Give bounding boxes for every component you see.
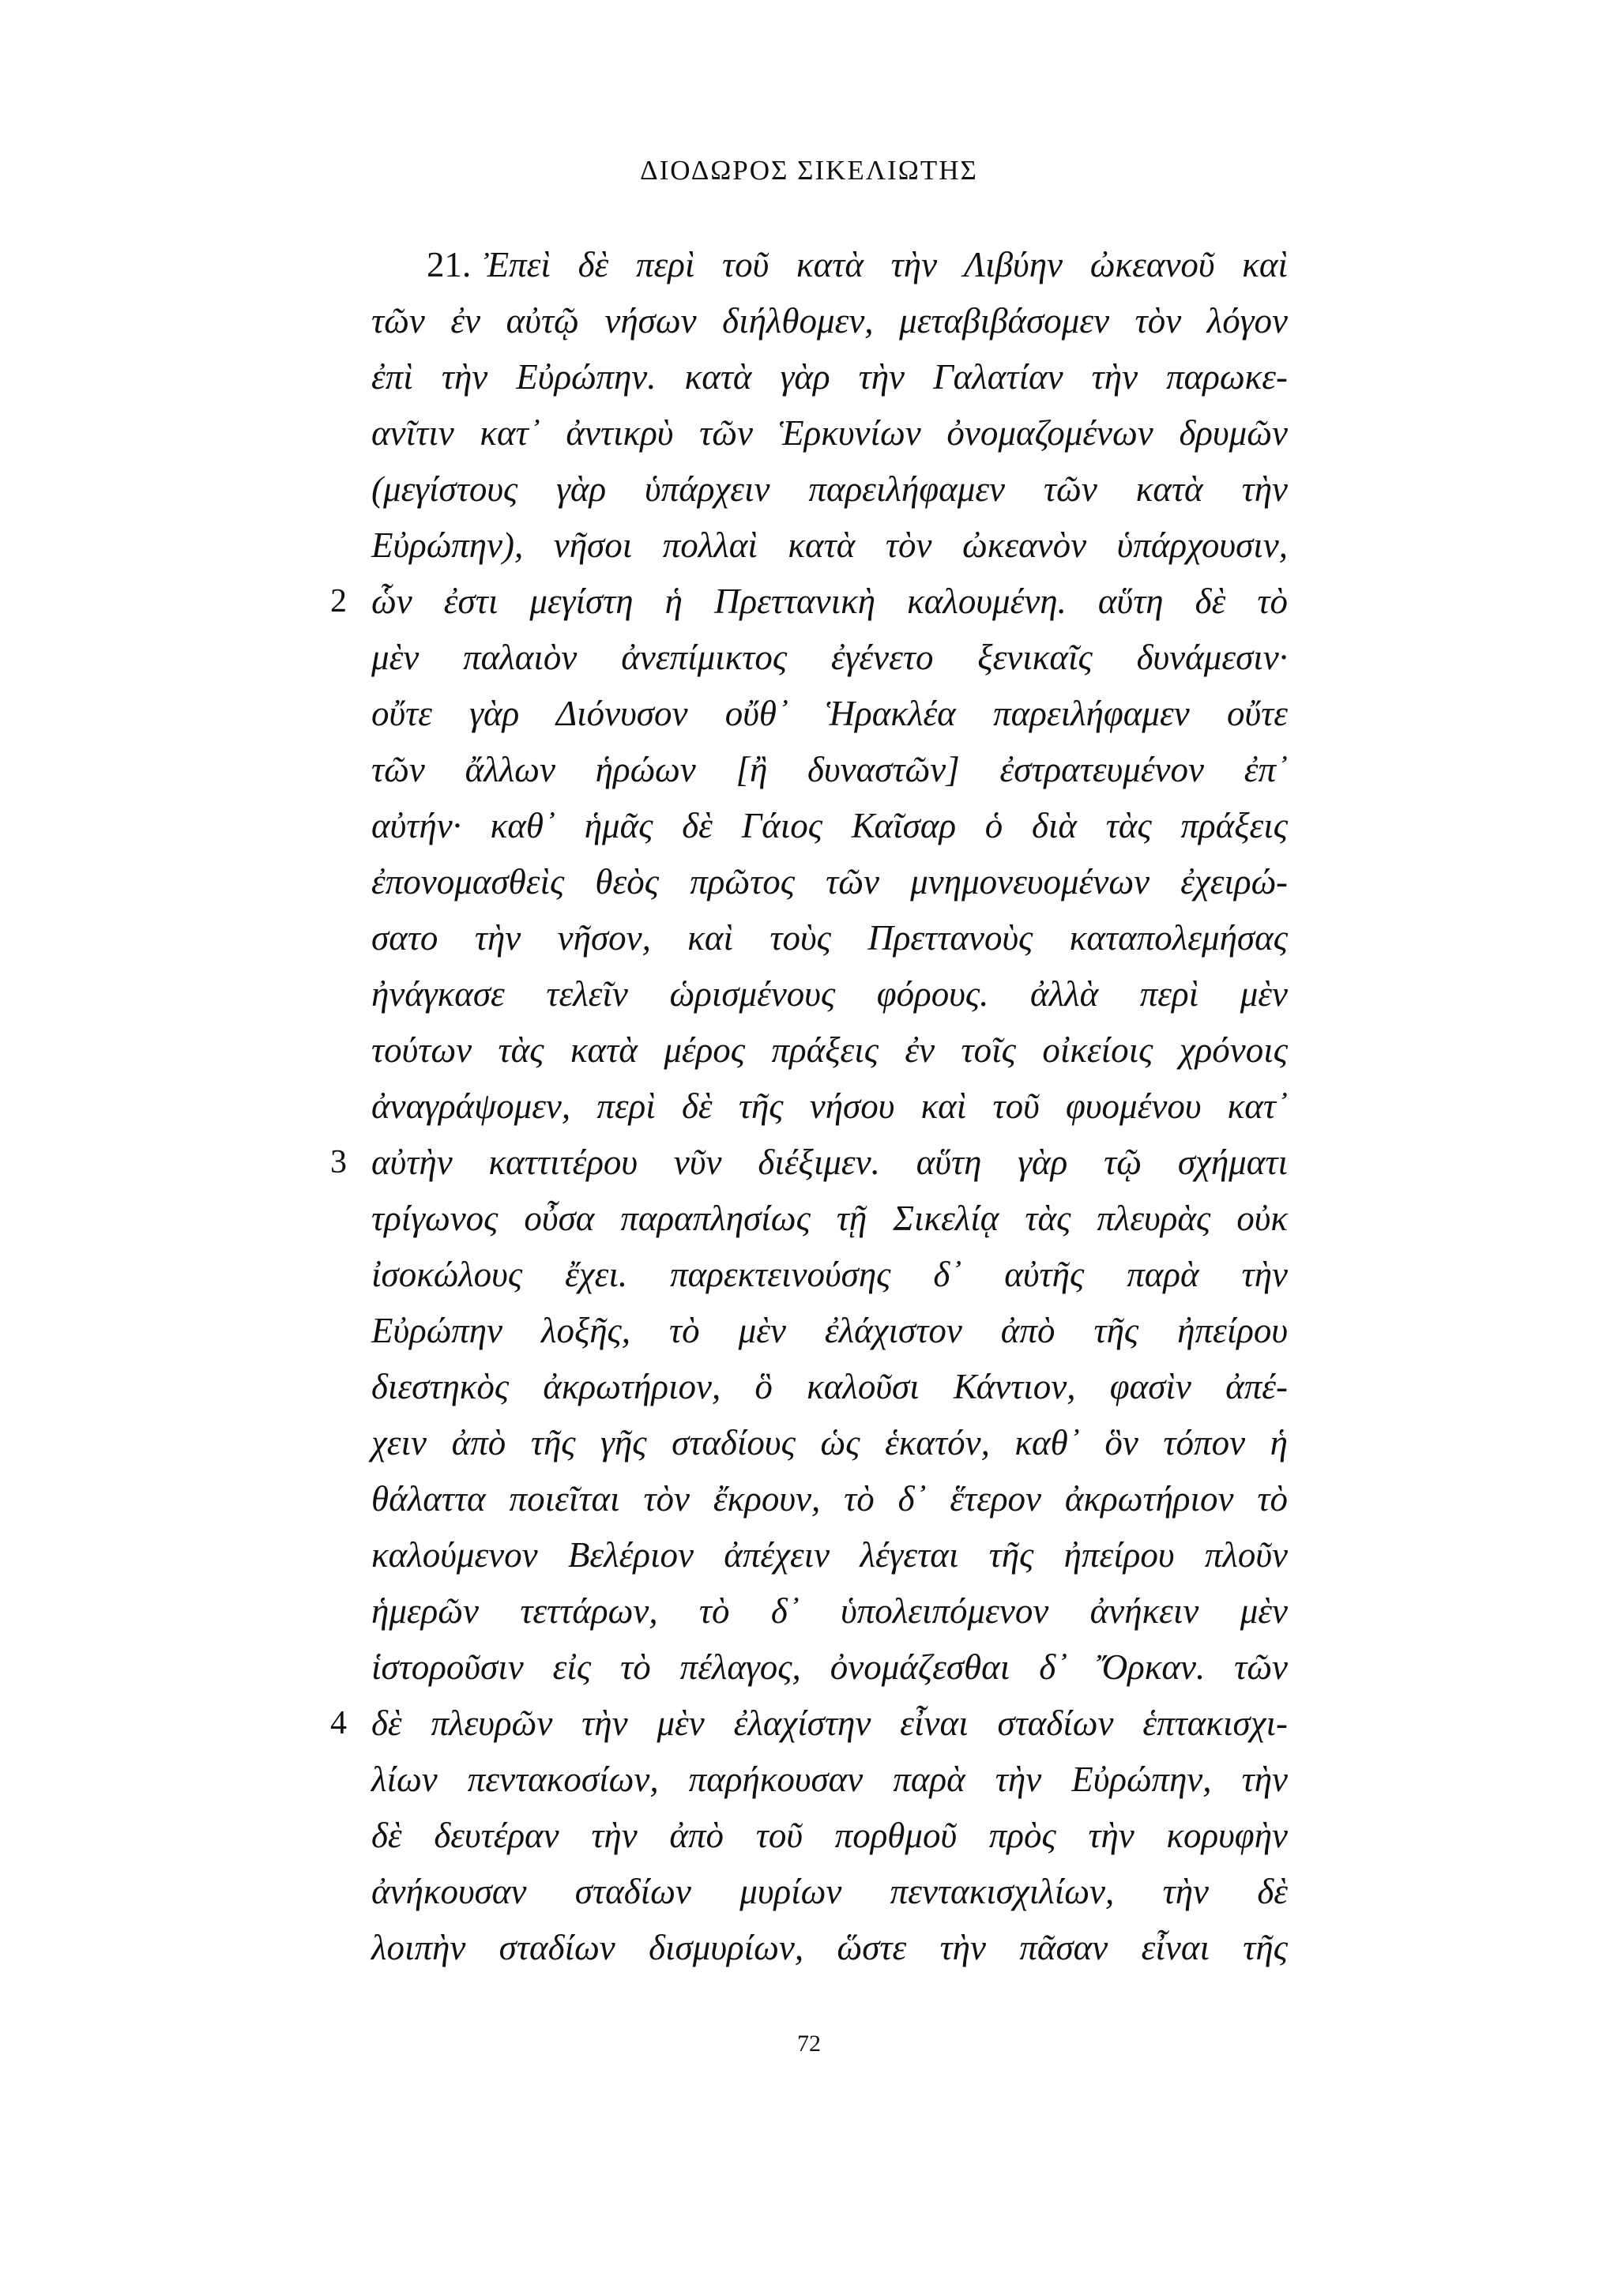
text-line [371, 1583, 1288, 1639]
line-text: ἀναγράψομεν, περὶ δὲ τῆς νήσου καὶ τοῦ φυομένου κατ᾽ [371, 1086, 1288, 1126]
section-number: 3 [330, 1144, 347, 1180]
text-line [371, 910, 1288, 966]
line-text: δὲ πλευρῶν τὴν μὲν ἐλαχίστην εἶναι σταδίων ἑπτακισχι- [371, 1703, 1288, 1743]
line-text: θάλαττα ποιεῖται τὸν ἔκρουν, τὸ δ᾽ ἕτερον ἀκρωτήριον τὸ [371, 1479, 1288, 1519]
line-text: τρίγωνος οὖσα παραπλησίως τῇ Σικελίᾳ τὰς πλευρὰς οὐκ [371, 1199, 1288, 1238]
line-text: σατο τὴν νῆσον, καὶ τοὺς Πρεττανοὺς καταπολεμήσας [371, 918, 1288, 958]
line-text: αὐτήν· καθ᾽ ἡμᾶς δὲ Γάιος Καῖσαρ ὁ διὰ τὰς πράξεις [371, 806, 1288, 845]
line-text: οὔτε γὰρ Διόνυσον οὔθ᾽ Ἡρακλέα παρειλήφαμεν οὔτε [371, 694, 1288, 733]
text-line [371, 1022, 1288, 1078]
line-text: καλούμενον Βελέριον ἀπέχειν λέγεται τῆς ἠπείρου πλοῦν [371, 1535, 1288, 1575]
line-text: δὲ δευτέραν τὴν ἀπὸ τοῦ πορθμοῦ πρὸς τὴν κορυφὴν [371, 1816, 1288, 1855]
text-line [371, 1527, 1288, 1583]
line-text: ἐπὶ τὴν Εὐρώπην. κατὰ γὰρ τὴν Γαλατίαν τὴν παρωκε- [371, 357, 1288, 397]
line-text: ἐπονομασθεὶς θεὸς πρῶτος τῶν μνημονευομένων ἐχειρώ- [371, 862, 1288, 901]
line-text: τούτων τὰς κατὰ μέρος πράξεις ἐν τοῖς οἰκείοις χρόνοις [371, 1030, 1288, 1070]
line-text: ἡμερῶν τεττάρων, τὸ δ᾽ ὑπολειπόμενον ἀνήκειν μὲν [371, 1591, 1288, 1631]
section-number: 4 [330, 1705, 347, 1741]
text-line [371, 237, 1288, 293]
text-line [371, 630, 1288, 686]
text-line [371, 854, 1288, 910]
text-line [371, 293, 1288, 349]
line-text: ἠνάγκασε τελεῖν ὡρισμένους φόρους. ἀλλὰ περὶ μὲν [371, 974, 1288, 1014]
text-line [371, 1415, 1288, 1471]
text-line [371, 1471, 1288, 1527]
line-text: λίων πεντακοσίων, παρήκουσαν παρὰ τὴν Εὐρώπην, τὴν [371, 1760, 1288, 1799]
page-number: 72 [797, 2031, 821, 2057]
text-line [371, 349, 1288, 405]
line-text: (μεγίστους γὰρ ὑπάρχειν παρειλήφαμεν τῶν κατὰ τὴν [371, 469, 1288, 509]
line-text: Εὐρώπην λοξῆς, τὸ μὲν ἐλάχιστον ἀπὸ τῆς ἠπείρου [371, 1311, 1288, 1350]
text-line [371, 405, 1288, 461]
text-line [371, 1920, 1288, 1976]
text-line [371, 1359, 1288, 1415]
text-line [371, 686, 1288, 742]
line-text: τῶν ἐν αὐτῷ νήσων διήλθομεν, μεταβιβάσομεν τὸν λόγον [371, 301, 1288, 341]
text-line [330, 574, 1288, 630]
line-text: αὐτὴν καττιτέρου νῦν διέξιμεν. αὕτη γὰρ τῷ σχήματι [371, 1142, 1288, 1182]
text-line [371, 1864, 1288, 1920]
text-line [330, 1135, 1288, 1191]
line-text: ἀνήκουσαν σταδίων μυρίων πεντακισχιλίων, τὴν δὲ [371, 1872, 1288, 1911]
line-text: ἰσοκώλους ἔχει. παρεκτεινούσης δ᾽ αὐτῆς παρὰ τὴν [371, 1255, 1288, 1294]
chapter-number: 21. [427, 245, 472, 284]
line-text: Ἐπεὶ δὲ περὶ τοῦ κατὰ τὴν Λιβύην ὠκεανοῦ καὶ [484, 245, 1288, 284]
text-line [371, 798, 1288, 854]
text-line [371, 1078, 1288, 1135]
text-line [371, 1639, 1288, 1696]
line-text: ανῖτιν κατ᾽ ἀντικρὺ τῶν Ἑρκυνίων ὀνομαζομένων δρυμῶν [371, 413, 1288, 453]
line-text: ἱστοροῦσιν εἰς τὸ πέλαγος, ὀνομάζεσθαι δ᾽ Ὄρκαν. τῶν [371, 1647, 1288, 1687]
text-line [371, 966, 1288, 1022]
line-text: διεστηκὸς ἀκρωτήριον, ὃ καλοῦσι Κάντιον, φασὶν ἀπέ- [371, 1367, 1288, 1406]
line-text: μὲν παλαιὸν ἀνεπίμικτος ἐγένετο ξενικαῖς δυνάμεσιν· [371, 638, 1288, 677]
text-line [330, 1696, 1288, 1752]
text-line [371, 1752, 1288, 1808]
line-text: λοιπὴν σταδίων δισμυρίων, ὥστε τὴν πᾶσαν εἶναι τῆς [371, 1928, 1288, 1967]
line-text: Εὐρώπην), νῆσοι πολλαὶ κατὰ τὸν ὠκεανὸν ὑπάρχουσιν, [371, 525, 1288, 565]
greek-text-block [330, 237, 1288, 1976]
text-line [371, 1247, 1288, 1303]
text-line [371, 461, 1288, 518]
text-line [371, 518, 1288, 574]
text-line [371, 742, 1288, 798]
text-line [371, 1191, 1288, 1247]
running-head: ΔΙΟΔΩΡΟΣ ΣΙΚΕΛΙΩΤΗΣ [640, 155, 978, 186]
text-line [371, 1303, 1288, 1359]
section-number: 2 [330, 583, 347, 619]
line-text: χειν ἀπὸ τῆς γῆς σταδίους ὡς ἑκατόν, καθ᾽ ὃν τόπον ἡ [371, 1423, 1288, 1462]
line-text: ὧν ἐστι μεγίστη ἡ Πρεττανικὴ καλουμένη. αὕτη δὲ τὸ [371, 582, 1288, 621]
line-text: τῶν ἄλλων ἡρώων [ἢ δυναστῶν] ἐστρατευμένον ἐπ᾽ [371, 750, 1288, 789]
text-line [371, 1808, 1288, 1864]
